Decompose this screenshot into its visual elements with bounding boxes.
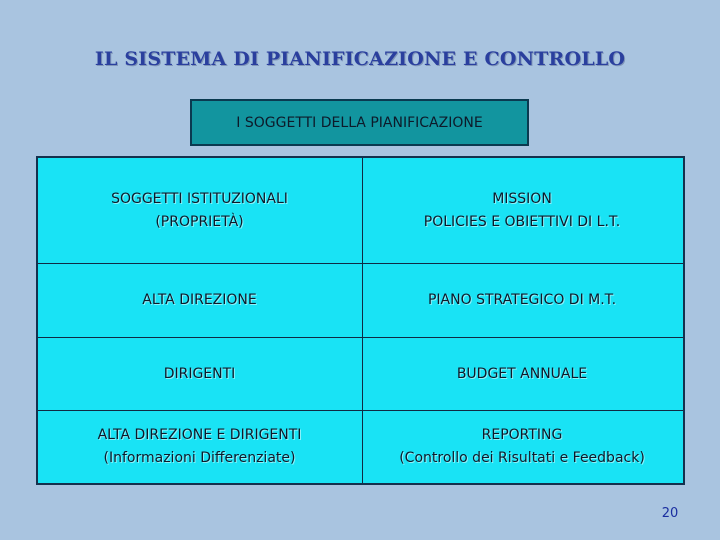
table-row — [38, 338, 683, 410]
row-divider — [38, 263, 683, 264]
table-cell-subject — [38, 338, 361, 410]
cell-line: BUDGET ANNUALE — [456, 365, 588, 382]
section-heading: I SOGGETTI DELLA PIANIFICAZIONE — [236, 114, 483, 131]
cell-line: (PROPRIETÀ) — [155, 213, 244, 230]
table-cell-instrument — [361, 338, 683, 410]
table-cell-instrument — [361, 158, 683, 263]
row-divider — [38, 337, 683, 338]
table-cell-instrument — [361, 264, 683, 337]
cell-line: POLICIES E OBIETTIVI DI L.T. — [423, 213, 621, 230]
table-cell-subject — [38, 158, 361, 263]
cell-line: REPORTING — [481, 427, 563, 443]
cell-line: SOGGETTI ISTITUZIONALI — [111, 190, 288, 207]
table-row — [38, 264, 683, 337]
cell-line: PIANO STRATEGICO DI M.T. — [427, 292, 617, 308]
row-divider — [38, 410, 683, 411]
page-number: 20 — [661, 506, 679, 521]
cell-line: (Informazioni Differenziate) — [103, 450, 296, 466]
table-row — [38, 411, 683, 483]
table-cell-instrument — [361, 411, 683, 483]
section-heading-box — [190, 99, 529, 146]
table-row — [38, 158, 683, 263]
cell-line: DIRIGENTI — [163, 365, 236, 382]
table-cell-subject — [38, 411, 361, 483]
page-title: IL SISTEMA DI PIANIFICAZIONE E CONTROLLO — [94, 48, 626, 70]
cell-line: MISSION — [492, 190, 552, 207]
column-divider — [362, 158, 363, 483]
cell-line: ALTA DIREZIONE E DIRIGENTI — [97, 427, 302, 443]
cell-line: (Controllo dei Risultati e Feedback) — [399, 450, 645, 466]
cell-line: ALTA DIREZIONE — [142, 292, 257, 308]
table-cell-subject — [38, 264, 361, 337]
subjects-table — [36, 156, 685, 485]
